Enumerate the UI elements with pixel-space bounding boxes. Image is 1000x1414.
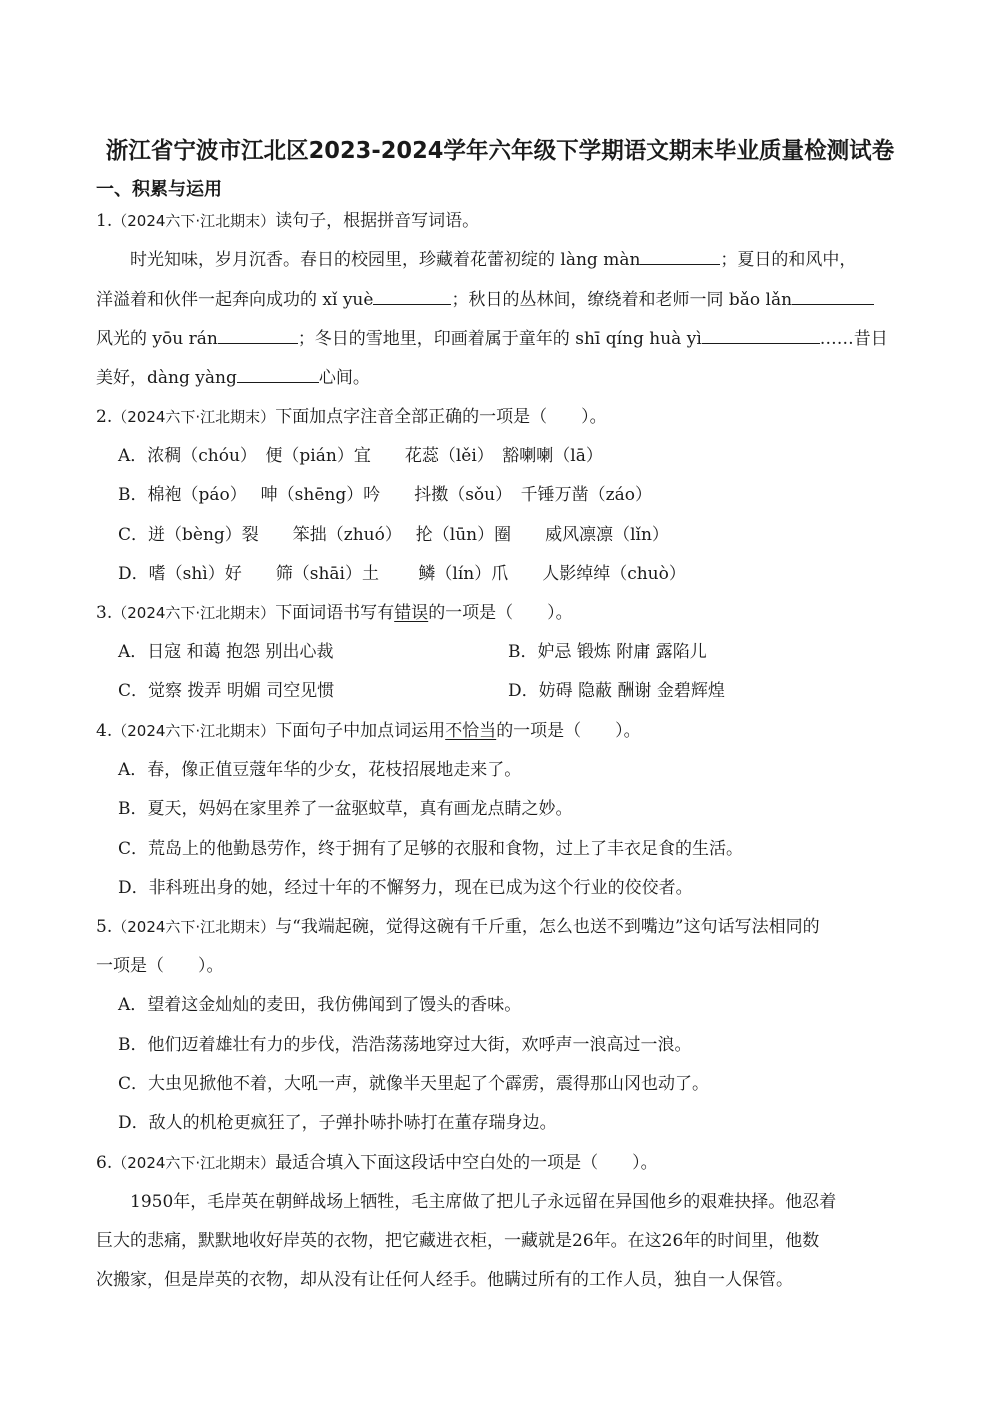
answer-blank[interactable] — [218, 327, 298, 344]
question-1-stem — [96, 209, 479, 233]
question-number: 3. — [96, 603, 113, 623]
q2-option-b[interactable]: B．棉袍（páo） 呻（shēng）吟 抖擞（sǒu） 千锤万凿（záo） — [118, 485, 652, 505]
answer-blank[interactable] — [373, 288, 451, 305]
question-source: （2024六下·江北期末） — [112, 212, 276, 230]
q1-text: 风光的 yōu rán — [96, 329, 218, 349]
question-number: 5. — [96, 917, 113, 937]
question-4-stem — [96, 719, 641, 743]
q2-option-d[interactable]: D．嗜（shì）好 筛（shāi）土 鳞（lín）爪 人影绰绰（chuò） — [118, 564, 686, 584]
question-5-stem — [96, 915, 820, 939]
q1-line-3 — [96, 327, 888, 351]
question-text: 下面加点字注音全部正确的一项是（ ）。 — [275, 407, 607, 427]
question-source: （2024六下·江北期末） — [112, 918, 276, 936]
q1-line-2 — [96, 288, 874, 312]
question-text: 与“我端起碗，觉得这碗有千斤重，怎么也送不到嘴边”这句话写法相同的 — [275, 917, 820, 937]
q1-text: 洋溢着和伙伴一起奔向成功的 xǐ yuè — [96, 290, 374, 310]
question-3-stem — [96, 601, 573, 625]
question-text: 读句子，根据拼音写词语。 — [275, 211, 480, 231]
q4-option-b[interactable]: B．夏天，妈妈在家里养了一盆驱蚊草，真有画龙点睛之妙。 — [118, 799, 573, 819]
q1-text: ；秋日的丛林间，缭绕着和老师一同 bǎo lǎn — [451, 290, 793, 310]
question-5-stem-cont: 一项是（ ）。 — [96, 956, 224, 976]
question-source: （2024六下·江北期末） — [112, 604, 276, 622]
q1-line-4 — [96, 366, 370, 390]
q1-text: ……昔日 — [819, 329, 888, 349]
underlined-keyword: 错误 — [394, 603, 429, 623]
q3-option-b[interactable]: B．妒忌 锻炼 附庸 露陷儿 — [508, 642, 707, 662]
question-text: 的一项是（ ）。 — [496, 721, 641, 741]
q1-text: ；冬日的雪地里，印画着属于童年的 shī qíng huà yì — [297, 329, 702, 349]
answer-blank[interactable] — [640, 248, 720, 265]
q2-option-a[interactable]: A．浓稠（chóu） 便（pián）宜 花蕊（lěi） 豁喇喇（lā） — [118, 446, 603, 466]
q5-option-a[interactable]: A．望着这金灿灿的麦田，我仿佛闻到了馒头的香味。 — [118, 995, 522, 1015]
question-source: （2024六下·江北期末） — [112, 1154, 276, 1172]
answer-blank[interactable] — [702, 327, 820, 344]
question-text: 最适合填入下面这段话中空白处的一项是（ ）。 — [275, 1153, 658, 1173]
q1-text: 美好，dàng yàng — [96, 368, 237, 388]
question-source: （2024六下·江北期末） — [112, 408, 276, 426]
answer-blank[interactable] — [792, 288, 874, 305]
question-text: 下面词语书写有 — [275, 603, 395, 623]
q4-option-a[interactable]: A．春，像正值豆蔻年华的少女，花枝招展地走来了。 — [118, 760, 522, 780]
question-text: 的一项是（ ）。 — [428, 603, 573, 623]
q3-option-c[interactable]: C．觉察 拨弄 明媚 司空见惯 — [118, 681, 335, 701]
question-6-stem — [96, 1151, 658, 1175]
q5-option-c[interactable]: C．大虫见掀他不着，大吼一声，就像半天里起了个霹雳，震得那山冈也动了。 — [118, 1074, 710, 1094]
q6-paragraph-line-2: 巨大的悲痛，默默地收好岸英的衣物，把它藏进衣柜，一藏就是26年。在这26年的时间里，他数 — [96, 1231, 820, 1251]
question-source: （2024六下·江北期末） — [112, 722, 276, 740]
q1-text: 心间。 — [318, 368, 370, 388]
page-title: 浙江省宁波市江北区2023-2024学年六年级下学期语文期末毕业质量检测试卷 — [105, 138, 895, 164]
q5-option-b[interactable]: B．他们迈着雄壮有力的步伐，浩浩荡荡地穿过大街，欢呼声一浪高过一浪。 — [118, 1035, 692, 1055]
underlined-keyword: 不恰当 — [445, 721, 497, 741]
question-number: 2. — [96, 407, 113, 427]
question-number: 1. — [96, 211, 113, 231]
q5-option-d[interactable]: D．敌人的机枪更疯狂了，子弹扑哧扑哧打在董存瑞身边。 — [118, 1113, 557, 1133]
question-text: 下面句子中加点词运用 — [275, 721, 446, 741]
q1-text: ；夏日的和风中， — [720, 250, 857, 270]
section-heading: 一、积累与运用 — [96, 179, 222, 200]
q6-paragraph-line-1: 1950年，毛岸英在朝鲜战场上牺牲，毛主席做了把儿子永远留在异国他乡的艰难抉择。他忍着 — [130, 1192, 837, 1212]
q3-option-a[interactable]: A．日寇 和蔼 抱怨 别出心裁 — [118, 642, 334, 662]
q4-option-d[interactable]: D．非科班出身的她，经过十年的不懈努力，现在已成为这个行业的佼佼者。 — [118, 878, 693, 898]
question-2-stem — [96, 405, 607, 429]
question-number: 4. — [96, 721, 113, 741]
q4-option-c[interactable]: C．荒岛上的他勤恳劳作，终于拥有了足够的衣服和食物，过上了丰衣足食的生活。 — [118, 839, 744, 859]
q2-option-c[interactable]: C．迸（bèng）裂 笨拙（zhuó） 抡（lūn）圈 威风凛凛（lǐn） — [118, 525, 669, 545]
q1-text: 时光知味，岁月沉香。春日的校园里，珍藏着花蕾初绽的 làng màn — [130, 250, 641, 270]
q3-option-d[interactable]: D．妨碍 隐蔽 酬谢 金碧辉煌 — [508, 681, 725, 701]
question-number: 6. — [96, 1153, 113, 1173]
answer-blank[interactable] — [237, 366, 319, 383]
q6-paragraph-line-3: 次搬家，但是岸英的衣物，却从没有让任何人经手。他瞒过所有的工作人员，独自一人保管。 — [96, 1270, 793, 1290]
q1-line-1 — [130, 248, 856, 272]
